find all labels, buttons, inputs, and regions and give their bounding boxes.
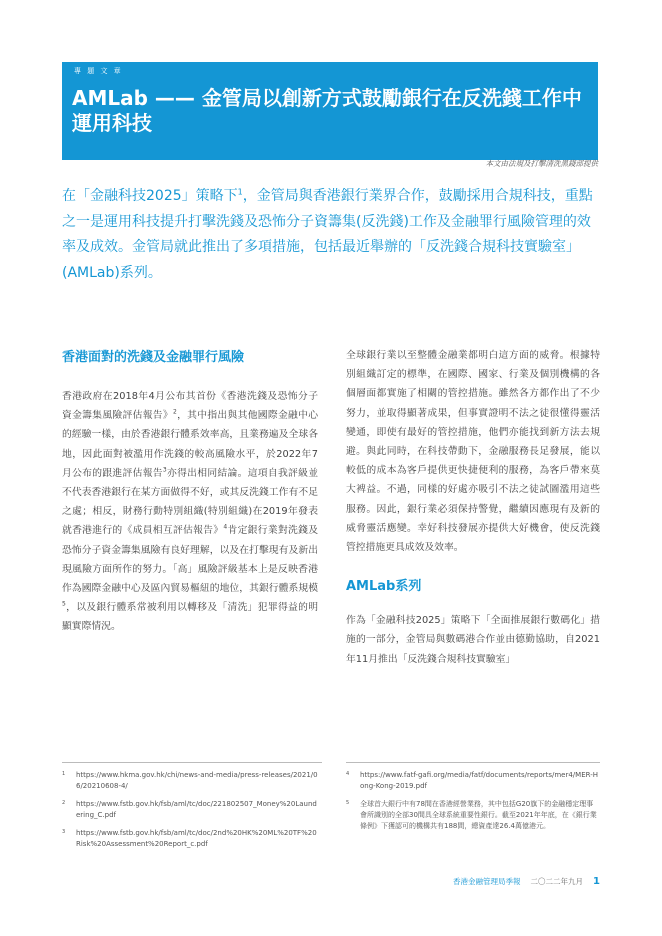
left-column [62, 346, 318, 637]
footnote-link[interactable]: https://www.fstb.gov.hk/fsb/aml/tc/doc/221802507_Money%20Laundering_C.pdf [76, 800, 317, 819]
section-heading-risks: 香港面對的洗錢及金融罪行風險 [62, 350, 245, 365]
footnote-divider-right [346, 762, 600, 763]
left-text-2: ，其中指出與其他國際金融中心的經驗一樣，由於香港銀行體系效率高，且業務遍及全球各地，因此面對被濫用作洗錢的較高風險水平，於2022年7月公布的跟進評估報告 [62, 410, 319, 479]
footnote-text: 全球首大銀行中有78間在香港經營業務，其中包括G20旗下的金融穩定理事會所識別的全部30間具全球系統重要性銀行。截至2021年年底，在《銀行業條例》下獲認可的機構共有188間，總資產達26.4萬億港元。 [360, 800, 597, 830]
footnote-ref-4: 4 [223, 524, 228, 532]
left-text-1: 香港政府在2018年4月公布其首份《香港洗錢及恐怖分子資金籌集風險評估報告》 [62, 391, 318, 422]
intro-paragraph [62, 184, 602, 286]
publication-date: 二〇二二年九月 [530, 877, 584, 886]
right-column [346, 346, 600, 669]
section-label: 專 題 文 章 [74, 67, 123, 75]
article-title: AMLab —— 金管局以創新方式鼓勵銀行在反洗錢工作中運用科技 [72, 86, 582, 135]
footnote-ref-3: 3 [162, 466, 167, 474]
footnote-link[interactable]: https://www.fatf-gafi.org/media/fatf/documents/reports/mer4/MER-Hong-Kong-2019.pdf [360, 771, 598, 790]
footnote-ref-1: 1 [237, 187, 243, 197]
right-body-paragraph-1: 全球銀行業以至整體金融業都明白這方面的威脅。根據特別組織訂定的標準，在國際、國家、行業及個別機構的各個層面都實施了相關的管控措施。雖然各方都作出了不少努力，並取得顯著成果，但事實證明不法之徒很懂得靈活變通，即使有最好的管控措施，他們亦能找到新方法去規避。與此同時，在科技帶動下，金融服務長足發展，能以較低的成本為客戶提供更快捷便利的服務，為客戶帶來莫大裨益。不過，同樣的好處亦吸引不法之徒試圖濫用這些服務。因此，銀行業必須保持警覺，繼續因應現有及新的威脅靈活應變。幸好科技發展亦提供大好機會，使反洗錢管控措施更具成效及效率。 [346, 350, 600, 554]
byline: 本文由法規及打擊清洗黑錢部提供 [485, 159, 598, 168]
footnote-divider-left [62, 762, 322, 763]
left-text-5: ，以及銀行體系常被利用以轉移及「清洗」犯罪得益的明顯實際情況。 [62, 602, 318, 633]
left-body-paragraph [62, 387, 318, 637]
footnote-link[interactable]: https://www.hkma.gov.hk/chi/news-and-media/press-releases/2021/06/20210608-4/ [76, 771, 318, 790]
title-band [62, 62, 598, 160]
footnote-item [346, 770, 600, 792]
footnote-number: 4 [346, 771, 350, 777]
footnotes-left [62, 770, 320, 857]
footnote-item [346, 799, 600, 832]
footnote-number: 3 [62, 829, 66, 835]
footnote-item [62, 828, 320, 850]
left-text-4: 肯定銀行業對洗錢及恐怖分子資金籌集風險有良好理解，以及在打擊現有及新出現風險方面所作的努力。「高」風險評級基本上是反映香港作為國際金融中心及區內貿易樞紐的地位，其銀行體系規模 [62, 525, 319, 595]
page-footer [453, 876, 600, 887]
left-text-3: 亦得出相同結論。這項自我評級並不代表香港銀行在某方面做得不好，或其反洗錢工作有不足之處；相反，財務行動特別組織(特別組織)在2019年發表就香港進行的《成員相互評估報告》 [62, 467, 319, 537]
footnote-link[interactable]: https://www.fstb.gov.hk/fsb/aml/tc/doc/2nd%20HK%20ML%20TF%20Risk%20Assessment%20Report_c.pdf [76, 829, 317, 848]
footnote-ref-2: 2 [172, 408, 177, 416]
intro-text-2: ，金管局與香港銀行業界合作，鼓勵採用合規科技，重點之一是運用科技提升打擊洗錢及恐怖分子資籌集(反洗錢)工作及金融罪行風險管理的效率及成效。金管局就此推出了多項措施，包括最近舉辦的「反洗錢合規科技實驗室」(AMLab)系列。 [62, 188, 593, 281]
intro-text-1: 在「金融科技2025」策略下 [62, 188, 238, 204]
publication-name: 香港金融管理局季報 [453, 877, 521, 886]
footnote-number: 5 [346, 800, 350, 806]
footnote-number: 2 [62, 800, 66, 806]
footnote-number: 1 [62, 771, 66, 777]
right-body-paragraph-2: 作為「金融科技2025」策略下「全面推展銀行數碼化」措施的一部分，金管局與數碼港合作並由德勤協助，自2021年11月推出「反洗錢合規科技實驗室」 [346, 615, 600, 665]
section-heading-amlab: AMLab系列 [346, 579, 422, 595]
footnote-item [62, 770, 320, 792]
page-number: 1 [593, 876, 600, 887]
footnote-ref-5: 5 [62, 600, 66, 608]
footnote-item [62, 799, 320, 821]
footnotes-right [346, 770, 600, 839]
